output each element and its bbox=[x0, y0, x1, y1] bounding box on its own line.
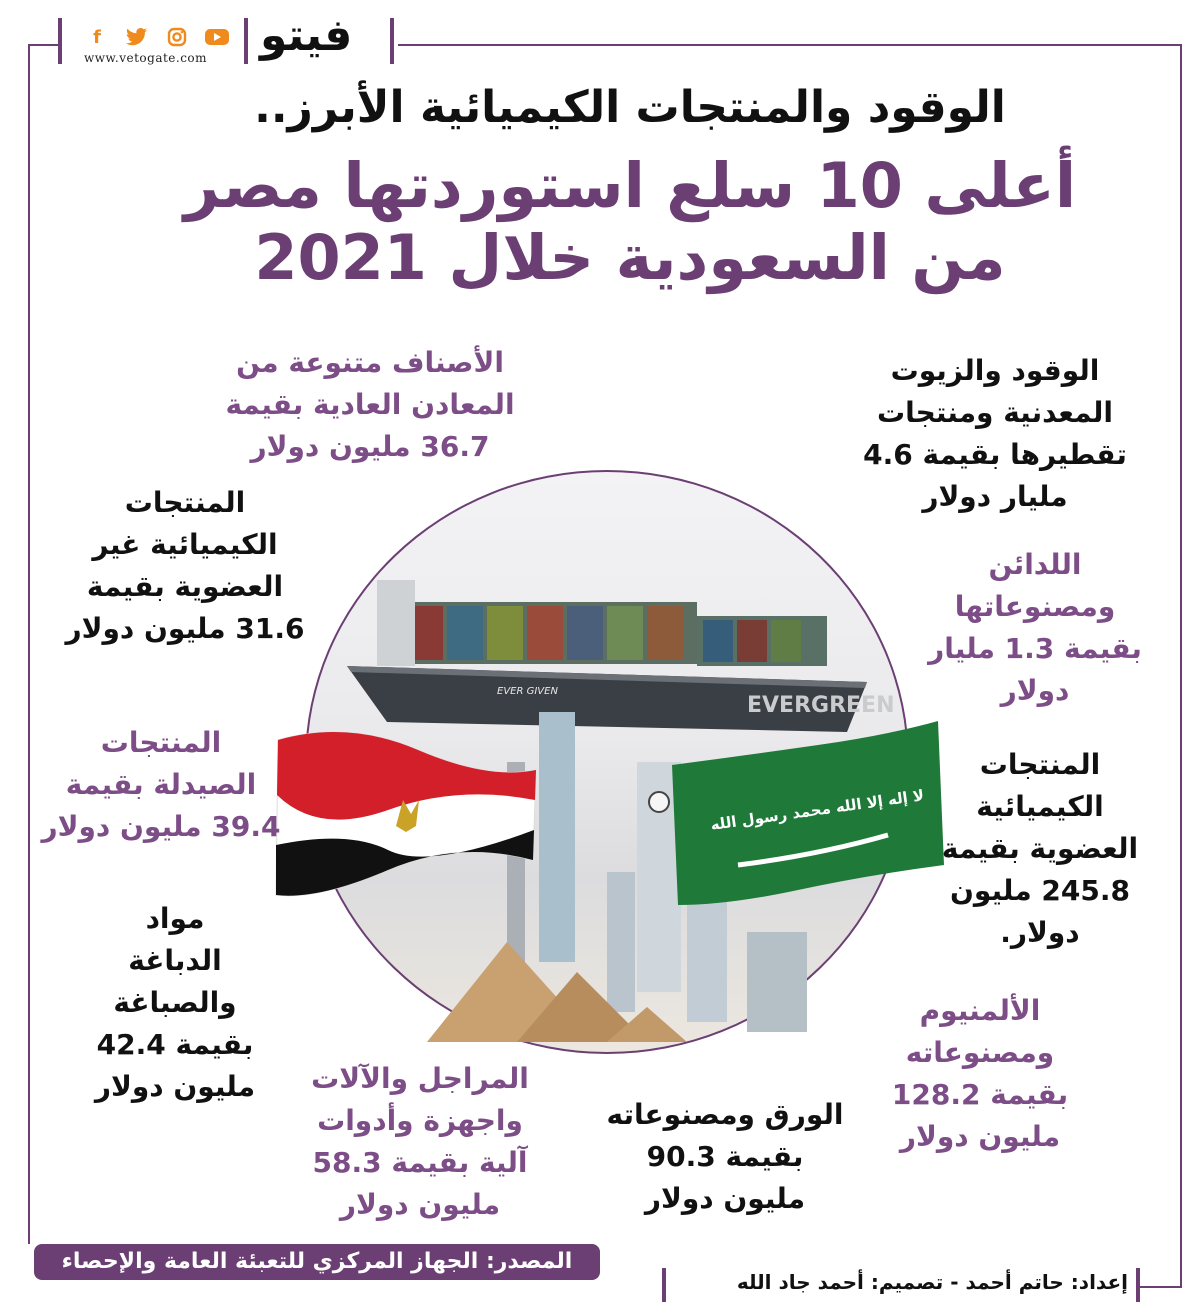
saudi-flag-image bbox=[668, 715, 946, 915]
logo bbox=[260, 10, 352, 61]
credits-label: إعداد: حاتم أحمد - تصميم: أحمد جاد الله bbox=[736, 1270, 1128, 1294]
frame-top-right bbox=[398, 44, 1182, 46]
title-line-3: من السعودية خلال 2021 bbox=[254, 221, 1006, 294]
container-ship-image bbox=[347, 572, 895, 732]
frame-bottom-right bbox=[1140, 1286, 1182, 1288]
title-line-1: الوقود والمنتجات الكيميائية الأبرز.. bbox=[254, 82, 1006, 133]
item-base-metals bbox=[200, 342, 540, 468]
item-text: المراجل والآلات واجهزة وأدوات آلية بقيمة 58.3 مليون دولار bbox=[311, 1062, 529, 1221]
youtube-icon[interactable] bbox=[204, 26, 230, 48]
item-text: الألمنيوم ومصنوعاته بقيمة 128.2 مليون دولار bbox=[891, 994, 1069, 1153]
item-plastics bbox=[910, 544, 1160, 712]
instagram-icon[interactable] bbox=[164, 26, 190, 48]
frame-top-left bbox=[28, 44, 58, 46]
title-line-2: أعلى 10 سلع استوردتها مصر bbox=[183, 149, 1077, 222]
twitter-icon[interactable] bbox=[124, 26, 150, 48]
header bbox=[60, 6, 400, 66]
item-fuel-oils bbox=[840, 350, 1150, 518]
source-label: المصدر: الجهاز المركزي للتعبئة العامة والإحصاء bbox=[34, 1244, 600, 1280]
shahada-text: لا إله إلا الله محمد رسول الله bbox=[709, 786, 926, 834]
containers bbox=[397, 602, 827, 666]
item-text: المنتجات الصيدلة بقيمة 39.4 مليون دولار bbox=[41, 726, 281, 843]
logo-text: فيتو bbox=[260, 10, 353, 61]
facebook-icon[interactable]: f bbox=[93, 26, 101, 48]
ship-name: EVER GIVEN bbox=[497, 686, 558, 697]
item-aluminium bbox=[880, 990, 1080, 1158]
item-text: الوقود والزيوت المعدنية ومنتجات تقطيرها بقيمة 4.6 مليار دولار bbox=[863, 354, 1127, 513]
site-url[interactable]: www.vetogate.com bbox=[84, 51, 208, 65]
egypt-flag-image bbox=[268, 720, 538, 910]
ship-brand: EVERGREEN bbox=[747, 693, 895, 718]
item-organic-chemicals bbox=[920, 744, 1160, 954]
credits-bar-right bbox=[1136, 1268, 1140, 1302]
item-text: اللدائن ومصنوعاتها بقيمة 1.3 مليار دولار bbox=[928, 548, 1142, 707]
item-text: المنتجات الكيميائية العضوية بقيمة 245.8 مليون دولار. bbox=[941, 748, 1139, 949]
item-text: الورق ومصنوعاته بقيمة 90.3 مليون دولار bbox=[606, 1098, 844, 1215]
social-icons bbox=[84, 26, 230, 48]
item-inorganic-chemicals bbox=[50, 482, 320, 650]
item-text: المنتجات الكيميائية غير العضوية بقيمة 31.6 مليون دولار bbox=[65, 486, 305, 645]
credits-bar-left bbox=[662, 1268, 666, 1302]
item-boilers-machinery bbox=[290, 1058, 550, 1226]
item-text: مواد الدباغة والصباغة بقيمة 42.4 مليون دولار bbox=[94, 902, 256, 1103]
item-pharmaceuticals bbox=[36, 722, 286, 848]
item-paper bbox=[590, 1094, 860, 1220]
item-text: الأصناف متنوعة من المعادن العادية بقيمة 36.7 مليون دولار bbox=[225, 346, 515, 463]
item-tanning-dyeing bbox=[70, 898, 280, 1108]
